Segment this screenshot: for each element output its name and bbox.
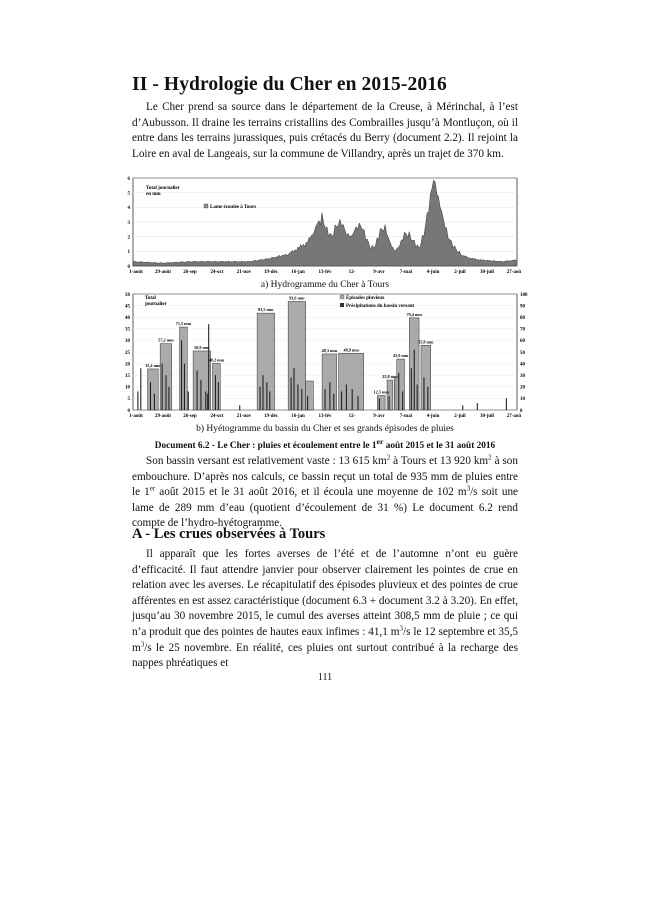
daily-precip-bar: [477, 403, 478, 410]
p2-a: Son bassin versant est relativement vaste : 13 615 km: [146, 455, 387, 467]
hydrograph-xtick: 27-aoû: [506, 270, 522, 275]
document-caption-before: Document 6.2 - Le Cher : pluies et écoulement entre le 1: [154, 441, 377, 452]
hyetogram-xtick: 13-fév: [318, 414, 332, 419]
daily-precip-bar: [417, 384, 418, 410]
daily-precip-bar: [181, 340, 182, 410]
daily-precip-bar: [207, 394, 208, 410]
daily-precip-bar: [293, 368, 294, 410]
hyetogram-ytick-left: 20: [125, 362, 130, 368]
episode-label: 40,2 mm: [208, 357, 225, 363]
daily-precip-bar: [379, 398, 380, 410]
hyetogram-ylabel-text: Total: [145, 296, 156, 301]
daily-precip-bar: [162, 364, 163, 410]
p3-a-sup: 3: [399, 624, 403, 633]
daily-precip-bar: [506, 398, 507, 410]
intro-paragraph: Le Cher prend sa source dans le département de la Creuse, à Mérinchal, à l’est d’Aubusson. Il draine les terrains cristallins des Combrailles jusqu’à Montluçon, où il entre dans les terrains jurassiques, puis crétacés du Berry (document 2.2). Il rejoint la Loire en aval de Langeais, sur la commune de Villandry, après un trajet de 370 km.: [132, 101, 518, 160]
daily-precip-bar: [291, 378, 292, 410]
hyetogram-xtick: 7-mai: [399, 414, 413, 419]
episode-label: 43,9 mm: [392, 353, 409, 359]
daily-precip-bar: [394, 378, 395, 410]
hyetogram-ytick-left: 40: [125, 316, 130, 321]
daily-precip-bar: [205, 391, 206, 410]
daily-precip-bar: [200, 380, 201, 410]
hyetogram-xtick: 12-: [348, 414, 356, 419]
daily-precip-bar: [239, 405, 240, 410]
hyetogram-ytick-left: 25: [125, 350, 130, 356]
hydrograph-ytick: 0: [127, 264, 130, 270]
hydrograph-xtick: 19-déc: [264, 270, 278, 275]
daily-precip-bar: [346, 384, 347, 410]
daily-precip-bar: [402, 391, 403, 410]
daily-precip-bar: [150, 382, 151, 410]
daily-precip-bar: [398, 373, 399, 410]
daily-precip-bar: [184, 364, 185, 410]
daily-precip-bar: [411, 368, 412, 410]
hydrograph-xtick: 26-sep: [183, 270, 197, 275]
episode-bar: [213, 363, 221, 410]
hyetogram-legend-swatch-episodes: [340, 295, 344, 299]
episode-label: 12,5 mm: [373, 389, 389, 395]
episode-bar: [306, 381, 314, 410]
p3-a: Il apparaît que les fortes averses de l’été et de l’automne n’ont eu guère d’efficacité. Il faut attendre janvier pour observer clairement les pointes de crue en relation avec les averses. Le récapitulatif des épisodes pluvieux et des pointes de crue afférentes en est assez caractéristique (document 6.3 + document 3.2 à 3.20). En effet, jusqu’au 30 novembre 2015, le cumul des averses atteint 308,5 mm de pluie ; ce qui n’a produit que des pointes de hautes eaux infimes : 41,1 m: [132, 548, 518, 638]
daily-precip-bar: [341, 391, 342, 410]
hyetogram-ytick-right: 90: [520, 304, 525, 310]
daily-precip-bar: [215, 375, 216, 410]
hyetogram-ytick-left: 35: [125, 327, 130, 333]
hyetogram-ytick-left: 5: [127, 397, 130, 403]
hydrograph-xtick: 21-nov: [236, 270, 252, 275]
hyetogram-ylabel-unit: journalier: [145, 302, 167, 307]
hyetogram-ytick-right: 80: [520, 316, 525, 321]
episode-label: 48,3 mm: [321, 347, 338, 353]
daily-precip-bar: [423, 378, 424, 410]
hyetogram-ytick-left: 15: [125, 374, 130, 379]
hyetogram-xtick: 19-déc: [264, 414, 278, 419]
hyetogram-xtick: 2-juil: [454, 414, 466, 419]
hydrograph-xtick: 24-oct: [210, 270, 224, 275]
hyetogram-xtick: 30-juil: [480, 414, 494, 419]
p2-c-sup: er: [149, 484, 156, 493]
page-number: 111: [317, 672, 333, 683]
daily-precip-bar: [297, 384, 298, 410]
episode-bar: [339, 353, 364, 410]
hyetogram-ytick-right: 20: [520, 385, 525, 391]
document-caption-sup: er: [376, 437, 384, 446]
daily-precip-bar: [168, 387, 169, 410]
episode-bar: [387, 380, 393, 410]
p2-c: à son embouchure. D’après nos calculs, ce bassin reçut un total de 935 mm de pluies entre le 1: [132, 455, 518, 499]
daily-precip-bar: [197, 371, 198, 410]
document-caption-after: août 2015 et le 31 août 2016: [383, 441, 496, 452]
hyetogram-ytick-right: 60: [520, 339, 525, 345]
hydrograph-legend: Lame écoulée à Tours: [210, 205, 257, 210]
hydrograph-xtick: 29-août: [154, 270, 172, 275]
episode-label: 55,8 mm: [418, 339, 434, 345]
daily-precip-bar: [188, 391, 189, 410]
hydrograph-xtick: 7-mai: [399, 270, 413, 275]
hyetogram-ytick-right: 100: [520, 292, 528, 298]
hydrograph-ytick: 5: [127, 191, 130, 197]
hydrograph-xtick: 9-avr: [373, 270, 385, 275]
episode-label: 48,9 mm: [343, 347, 359, 353]
hyetogram-xtick: 29-août: [154, 414, 172, 419]
episode-bar: [180, 327, 188, 410]
episode-label: 50,9 mm: [194, 344, 210, 350]
episode-bar: [377, 396, 385, 411]
hyetogram-xtick: 1-août: [129, 414, 143, 419]
hyetogram-ytick-right: 50: [520, 350, 525, 356]
caption-b: b) Hyétogramme du bassin du Cher et ses grands épisodes de pluies: [196, 424, 454, 434]
subsection-title: A - Les crues observées à Tours: [132, 526, 326, 542]
hydrograph-xtick: 13-fév: [318, 270, 332, 275]
episode-bar: [421, 345, 431, 410]
hyetogram-ytick-right: 70: [520, 327, 525, 333]
episode-bar: [148, 369, 159, 410]
hyetogram-ytick-right: 10: [520, 397, 525, 403]
paragraph-2: [132, 454, 518, 532]
daily-precip-bar: [262, 375, 263, 410]
daily-precip-bar: [325, 389, 326, 410]
p3-b: /s le 12 septembre et 35,5 m: [132, 625, 518, 654]
paragraph-3: [132, 547, 518, 672]
p2-b-sup: 2: [488, 453, 492, 462]
p2-d-sup: 3: [466, 484, 471, 493]
hyetogram-xtick: 26-sep: [183, 414, 197, 419]
daily-precip-bar: [208, 324, 209, 410]
daily-precip-bar: [301, 389, 302, 410]
daily-precip-bar: [154, 394, 155, 410]
hyetogram-legend-swatch-precip: [340, 303, 344, 307]
hyetogram-legend-episodes: Épisodes pluvieux: [346, 296, 385, 301]
episode-label: 35,4 mm: [145, 362, 161, 368]
hydrograph-ytick: 3: [127, 220, 130, 226]
daily-precip-bar: [462, 405, 463, 410]
hyetogram-xtick: 4-juin: [426, 414, 440, 419]
hyetogram-ytick-left: 10: [125, 385, 130, 391]
hyetogram-ylabel: [144, 296, 167, 307]
hyetogram-xtick: 27-aoû: [506, 414, 522, 419]
daily-precip-bar: [414, 350, 415, 410]
hydrograph-xtick: 1-août: [129, 270, 143, 275]
hyetogram-ytick-right: 0: [520, 408, 523, 414]
episode-label: 25,8 mm: [382, 374, 398, 380]
daily-precip-bar: [140, 368, 141, 410]
hyetogram-xtick: 16-jan: [291, 414, 305, 419]
hydrograph-ytick: 6: [127, 176, 130, 182]
daily-precip-bar: [389, 396, 390, 410]
daily-precip-bar: [307, 396, 308, 410]
hyetogram-xtick: 9-avr: [373, 414, 385, 419]
hydrograph-ytick: 1: [127, 250, 130, 256]
hydrograph-xtick: 12-: [348, 270, 356, 275]
episode-label: 93,6 mm: [289, 295, 305, 301]
daily-precip-bar: [333, 394, 334, 410]
daily-precip-bar: [260, 387, 261, 410]
daily-precip-bar: [329, 382, 330, 410]
hyetogram-ytick-left: 30: [125, 339, 130, 345]
episode-label: 79,4 mm: [406, 311, 422, 317]
hydrograph-xtick: 30-juil: [480, 270, 494, 275]
section-title: II - Hydrologie du Cher en 2015-2016: [132, 74, 447, 95]
hydrograph-ytick: 2: [127, 235, 130, 241]
hydrograph-ylabel-line2: en mm: [146, 192, 161, 197]
hydrograph-xtick: 2-juil: [454, 270, 466, 275]
daily-precip-bar: [352, 389, 353, 410]
hydrograph-xtick: 4-juin: [426, 270, 440, 275]
p2-e: /s soit une lame de 289 mm d’eau (quotient d’écoulement de 31 %) Le document 6.2 rend compte de l’hydro-hyétogramme.: [132, 486, 519, 530]
document-caption: [120, 436, 530, 452]
episode-label: 83,5 mm: [258, 307, 274, 313]
hydrograph-ytick: 4: [127, 206, 130, 212]
daily-precip-bar: [427, 387, 428, 410]
hydrograph-xtick: 16-jan: [291, 270, 305, 275]
p2-a-sup: 2: [386, 453, 391, 462]
hyetogram-chart: [0, 0, 650, 440]
hydrograph-ylabel-line1: Total journalier: [146, 186, 180, 191]
daily-precip-bar: [269, 391, 270, 410]
hyetogram-ytick-left: 50: [125, 292, 130, 298]
hyetogram-ytick-right: 30: [520, 374, 525, 379]
daily-precip-bar: [137, 391, 138, 410]
episode-label: 71,5 mm: [175, 321, 192, 327]
hyetogram-legend-precip: Précipitations du bassin versant: [346, 304, 415, 309]
hyetogram-ytick-left: 45: [125, 304, 130, 310]
daily-precip-bar: [165, 375, 166, 410]
p2-b: à Tours et 13 920 km: [390, 455, 489, 467]
episode-bar: [397, 359, 405, 410]
daily-precip-bar: [357, 396, 358, 410]
hyetogram-ytick-right: 40: [520, 362, 525, 368]
p2-d: août 2015 et le 31 août 2016, et il écoula une moyenne de 102 m: [155, 486, 467, 499]
hyetogram-xtick: 24-oct: [210, 414, 224, 419]
daily-precip-bar: [266, 382, 267, 410]
daily-precip-bar: [218, 382, 219, 410]
p3-b-sup: 3: [140, 639, 145, 648]
hyetogram-xtick: 21-nov: [236, 414, 252, 419]
caption-a: a) Hydrogramme du Cher à Tours: [260, 280, 390, 290]
p3-c: /s le 25 novembre. En réalité, ces pluies ont surtout contribué à la recharge des nappes phréatiques et: [132, 641, 518, 670]
hyetogram-ytick-left: 0: [127, 408, 130, 414]
episode-label: 57,2 mm: [158, 337, 174, 343]
